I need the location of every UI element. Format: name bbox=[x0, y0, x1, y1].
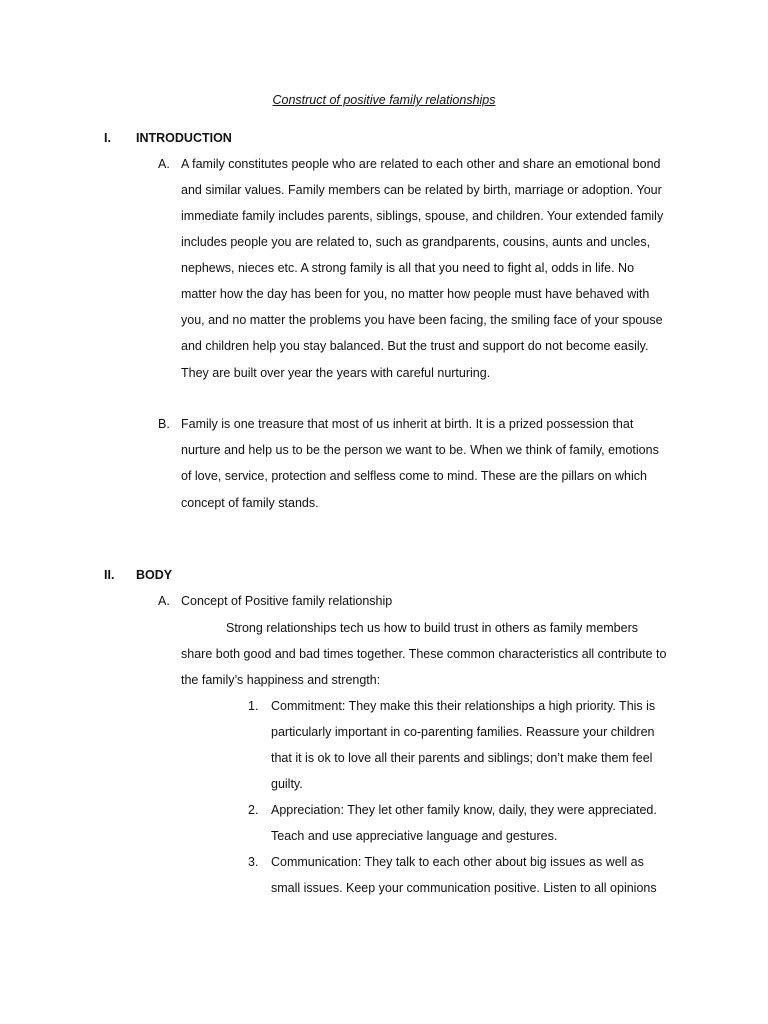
item-1b-line: of love, service, protection and selfless come to mind. These are the pillars on which bbox=[181, 469, 647, 483]
item-1a-line: They are built over year the years with careful nurturing. bbox=[181, 366, 491, 380]
list-item-line: Teach and use appreciative language and gestures. bbox=[271, 829, 558, 843]
item-1a-line: and children help you stay balanced. But the trust and support do not become easily. bbox=[181, 339, 649, 353]
body-paragraph-line: Strong relationships tech us how to build trust in others as family members bbox=[226, 621, 638, 635]
item-1a-line: A family constitutes people who are related to each other and share an emotional bond bbox=[181, 157, 661, 171]
item-1b-label: B. bbox=[158, 417, 170, 431]
item-1b-line: nurture and help us to be the person we want to be. When we think of family, emotions bbox=[181, 443, 659, 457]
body-paragraph-line: share both good and bad times together. These common characteristics all contribute to bbox=[181, 647, 667, 661]
item-1a-label: A. bbox=[158, 157, 170, 171]
list-item-number: 2. bbox=[248, 803, 259, 817]
list-item-number: 1. bbox=[248, 699, 259, 713]
list-item-number: 3. bbox=[248, 855, 259, 869]
body-paragraph-line: the family’s happiness and strength: bbox=[181, 673, 381, 687]
document-title: Construct of positive family relationships bbox=[272, 93, 496, 107]
list-item-line: small issues. Keep your communication positive. Listen to all opinions bbox=[271, 881, 657, 895]
item-1a-line: nephews, nieces etc. A strong family is all that you need to fight al, odds in life. No bbox=[181, 261, 635, 275]
list-item-line: particularly important in co-parenting families. Reassure your children bbox=[271, 725, 655, 739]
item-1a-line: you, and no matter the problems you have been facing, the smiling face of your spouse bbox=[181, 313, 663, 327]
item-1a-line: includes people you are related to, such as grandparents, cousins, aunts and uncles, bbox=[181, 235, 651, 249]
item-1b-line: concept of family stands. bbox=[181, 496, 319, 510]
item-1a-line: and similar values. Family members can be related by birth, marriage or adoption. Your bbox=[181, 183, 662, 197]
section-1-heading: INTRODUCTION bbox=[136, 131, 232, 145]
list-item-line: guilty. bbox=[271, 777, 303, 791]
section-1-numeral: I. bbox=[104, 131, 111, 145]
list-item-line: Commitment: They make this their relationships a high priority. This is bbox=[271, 699, 656, 713]
section-2-numeral: II. bbox=[104, 568, 115, 582]
section-2-heading: BODY bbox=[136, 568, 173, 582]
item-2a-heading: Concept of Positive family relationship bbox=[181, 594, 393, 608]
list-item-line: Appreciation: They let other family know, daily, they were appreciated. bbox=[271, 803, 657, 817]
item-1b-line: Family is one treasure that most of us inherit at birth. It is a prized possession that bbox=[181, 417, 634, 431]
list-item-line: Communication: They talk to each other about big issues as well as bbox=[271, 855, 644, 869]
item-2a-label: A. bbox=[158, 594, 170, 608]
item-1a-line: immediate family includes parents, siblings, spouse, and children. Your extended family bbox=[181, 209, 664, 223]
item-1a-line: matter how the day has been for you, no matter how people must have behaved with bbox=[181, 287, 650, 301]
list-item-line: that it is ok to love all their parents and siblings; don’t make them feel bbox=[271, 751, 653, 765]
